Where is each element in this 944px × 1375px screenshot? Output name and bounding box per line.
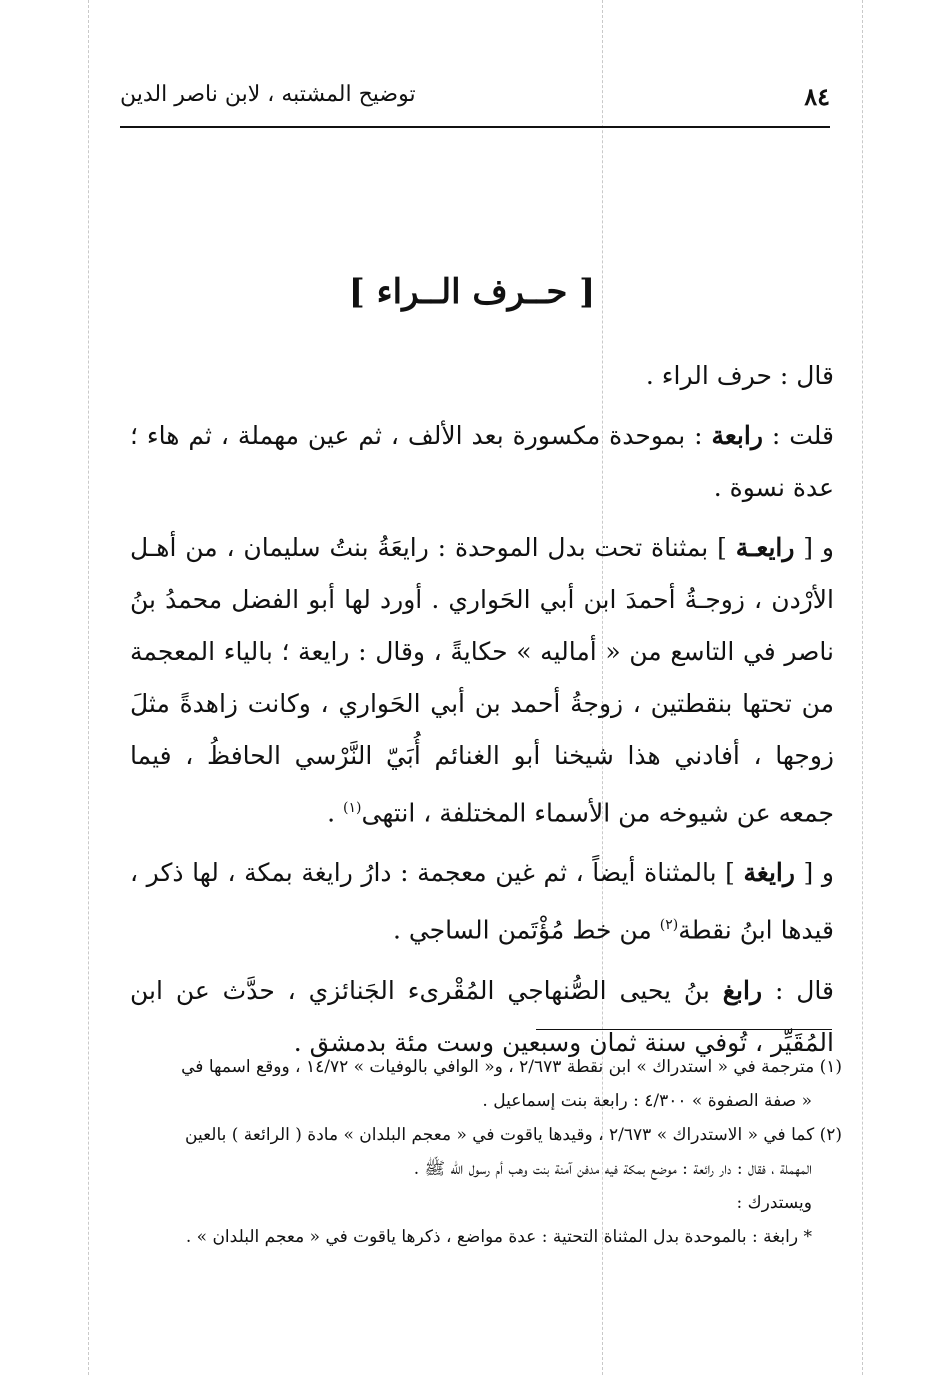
- page-number: ٨٤: [804, 82, 830, 111]
- paragraph: [130, 410, 834, 514]
- paragraph-text: قلت :: [762, 421, 835, 450]
- paragraph-text: .: [327, 798, 344, 828]
- entry-term: رايغة: [743, 858, 795, 888]
- main-text: [130, 350, 834, 1077]
- paragraph-text: ] بمثناة تحت بدل الموحدة : رايعَةُ بنتُ سليمان ، من أهـل الأرْدن ، زوجـةُ أحمدَ ابن أبي الحَواري . أورد لها أبو الفضل محمدُ بنُ ناصر في التاسع من « أماليه » حكايةً ، وقال : رايعة ؛ بالياء المعجمة من تحتها بنقطتين ، زوجةُ أحمد بن أبي الحَواري ، وكانت زاهدةً مثلَ زوجها ، أفادني هذا شيخنا أبو الغنائم أُبَيّ النَّرْسي الحافظُ ، فيما جمعه عن شيوخه من الأسماء المختلفة ، انتهى: [130, 533, 834, 828]
- header-rule: [120, 126, 830, 128]
- entry-term: رابعة: [711, 421, 763, 450]
- footnote-addendum: * رابغة : بالموحدة بدل المثناة التحتية : عدة مواضع ، ذكرها ياقوت في « معجم البلدان » .: [185, 1227, 812, 1247]
- paragraph-text: : بموحدة مكسورة بعد الألف ، ثم عين مهملة ، ثم هاء ؛ عدة نسوة .: [130, 421, 834, 502]
- paragraph-text: و [: [794, 858, 834, 888]
- entry-term: رابغ: [722, 975, 763, 1005]
- paragraph-text: قال : حرف الراء .: [645, 361, 834, 390]
- footnotes: [130, 1052, 842, 1256]
- footnote-separator: [536, 1029, 832, 1030]
- running-title: توضيح المشتبه ، لابن ناصر الدين: [120, 82, 416, 107]
- guide-line: [862, 0, 863, 1375]
- paragraph-text: بنُ يحيى الصُّنهاجي المُقْرىء الجَنائزي ، حدَّث عن ابن المُقَيِّر ، تُوفي سنة ثمان وسبعين وست مئة بدمشق .: [130, 975, 834, 1057]
- footnote-2-continued: المهملة ، فقال : دار رائعة : موضع بمكة فيه مدفن آمنة بنت وهب أم رسول الله ﷺ .: [413, 1159, 812, 1179]
- running-header: [120, 80, 830, 128]
- paragraph-text: قال :: [762, 975, 834, 1005]
- guide-line: [88, 0, 89, 1375]
- paragraph: [130, 847, 834, 956]
- paragraph-text: ] بالمثناة أيضاً ، ثم غين معجمة : دارُ رايغة بمكة ، لها ذكر ، قيدها ابنُ نقطة: [130, 858, 834, 945]
- section-title: [ حــرف الــراء ]: [348, 272, 596, 312]
- footnote-2-continued: ويستدرك :: [736, 1193, 812, 1213]
- entry-term: رايعـة: [735, 533, 795, 562]
- footnote-1-continued: « صفة الصفوة » ٤/٣٠٠ : رابعة بنت إسماعيل .: [482, 1091, 812, 1111]
- paragraph: [130, 522, 834, 839]
- footnote-2: (٢) كما في « الاستدراك » ٢/٦٧٣ ، وقيدها ياقوت في « معجم البلدان » مادة ( الرائعة ) بالعين: [185, 1125, 842, 1145]
- paragraph-text: من خط مُؤْتَمن الساجي .: [392, 915, 660, 945]
- footnote-1: (١) مترجمة في « استدراك » ابن نقطة ٢/٦٧٣ ، و« الوافي بالوفيات » ١٤/٧٢ ، ووقع اسمها في: [181, 1057, 842, 1077]
- paragraph-text: و [: [794, 533, 834, 562]
- footnote-ref: (١): [343, 800, 362, 816]
- paragraph: [130, 350, 834, 402]
- footnote-ref: (٢): [659, 917, 679, 934]
